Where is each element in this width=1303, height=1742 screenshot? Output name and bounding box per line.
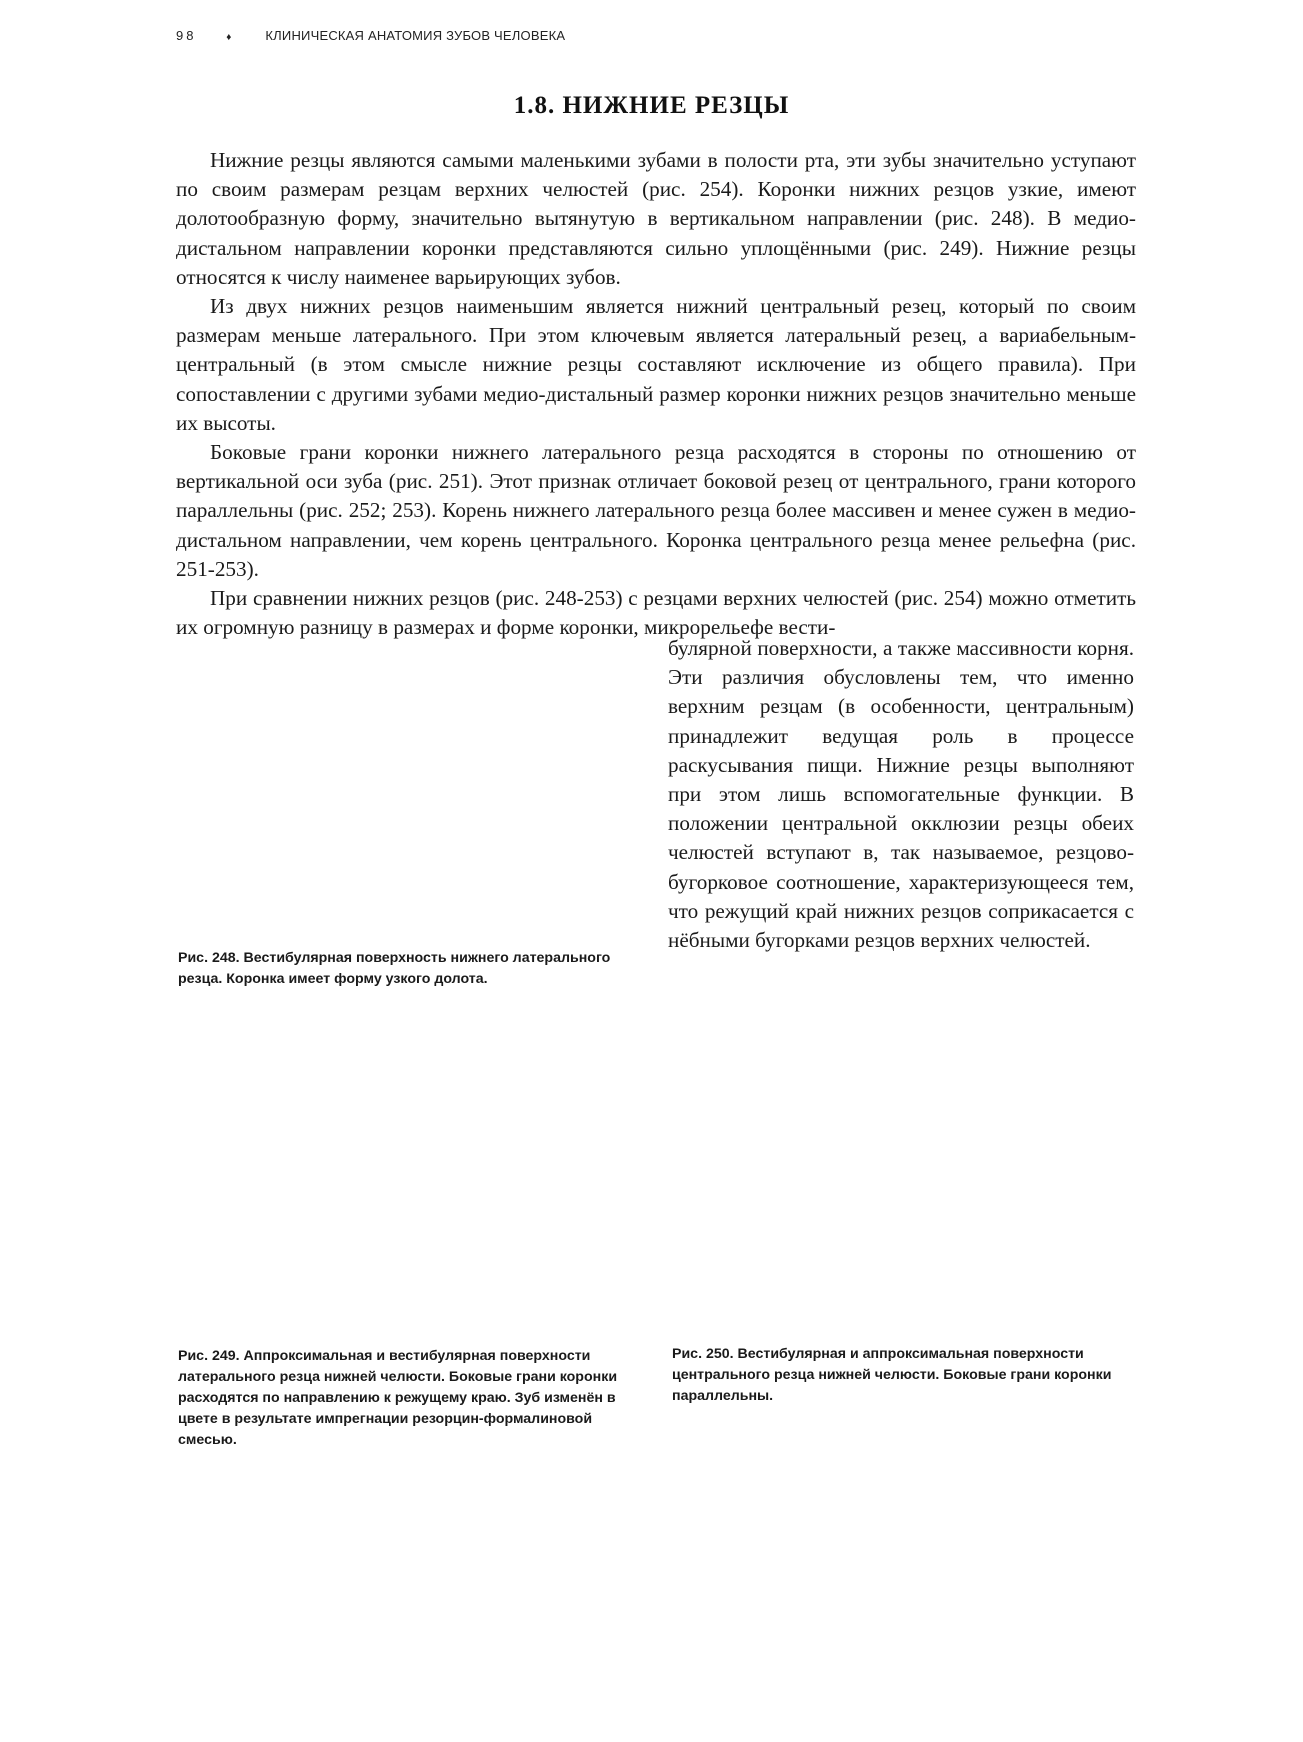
page-number: 98	[176, 28, 197, 43]
figure-250-area	[668, 1030, 1134, 1330]
paragraph-1: Нижние резцы являются самыми маленькими зубами в полости рта, эти зубы значительно уступают по своим размерам резцам верхних челюстей (рис. 254). Коронки нижних резцов узкие, имеют долотообразную форму, значительно вытянутую в вертикальном направлении (рис. 248). В медио-дистальном направлении коронки представляются сильно уплощёнными (рис. 249). Нижние резцы относятся к числу наименее варьирующих зубов.	[176, 148, 1136, 289]
paragraph-3: Боковые грани коронки нижнего латерального резца расходятся в стороны по отношению от вертикальной оси зуба (рис. 251). Этот признак отличает боковой резец от центрального, грани которого параллельны (рис. 252; 253). Корень нижнего латерального резца более массивен и менее сужен в медио-дистальном направлении, чем корень центрального. Коронка центрального резца менее рельефна (рис. 251-253).	[176, 440, 1136, 581]
column-paragraph: булярной поверхности, а также массивности корня. Эти различия обусловлены тем, что именно верхним резцам (в особенности, центральным) принадлежит ведущая роль в процессе раскусывания пищи. Нижние резцы выполняют при этом лишь вспомогательные функции. В положении центральной окклюзии резцы обеих челюстей вступают в, так называемое, резцово-бугорковое соотношение, характеризующееся тем, что режущий край нижних резцов соприкасается с нёбными бугорками резцов верхних челюстей.	[668, 636, 1134, 953]
figure-248-area	[176, 640, 636, 940]
running-head	[176, 28, 565, 43]
caption-label: Рис. 250.	[672, 1346, 734, 1362]
book-title: КЛИНИЧЕСКАЯ АНАТОМИЯ ЗУБОВ ЧЕЛОВЕКА	[265, 28, 566, 43]
caption-figure-249	[178, 1346, 638, 1451]
caption-label: Рис. 249.	[178, 1348, 240, 1364]
caption-label: Рис. 248.	[178, 950, 240, 966]
main-text	[176, 146, 1136, 642]
caption-text: Аппроксимальная и вестибулярная поверхности латерального резца нижней челюсти. Боковые грани коронки расходятся по направлению к режущему краю. Зуб изменён в цвете в результате импрегнации резорцин-формалиновой смесью.	[178, 1348, 618, 1448]
caption-text: Вестибулярная и аппроксимальная поверхности центрального резца нижней челюсти. Боковые грани коронки параллельны.	[672, 1346, 1112, 1404]
caption-figure-248	[178, 948, 638, 990]
caption-figure-250	[672, 1344, 1134, 1407]
right-column-text	[668, 634, 1134, 955]
paragraph-2: Из двух нижних резцов наименьшим является нижний центральный резец, который по своим размерам меньше латерального. При этом ключевым является латеральный резец, а вариабельным-центральный (в этом смысле нижние резцы составляют исключение из общего правила). При сопоставлении с другими зубами медио-дистальный размер коронки нижних резцов значительно меньше их высоты.	[176, 294, 1136, 435]
caption-text: Вестибулярная поверхность нижнего латерального резца. Коронка имеет форму узкого долота.	[178, 950, 611, 987]
diamond-separator-icon: ♦	[226, 32, 232, 43]
figure-249-area	[176, 1030, 636, 1330]
paragraph-4: При сравнении нижних резцов (рис. 248-253) с резцами верхних челюстей (рис. 254) можно отметить их огромную разницу в размерах и форме коронки, микрорельефе вести-	[176, 586, 1136, 640]
section-title: 1.8. НИЖНИЕ РЕЗЦЫ	[513, 92, 790, 119]
